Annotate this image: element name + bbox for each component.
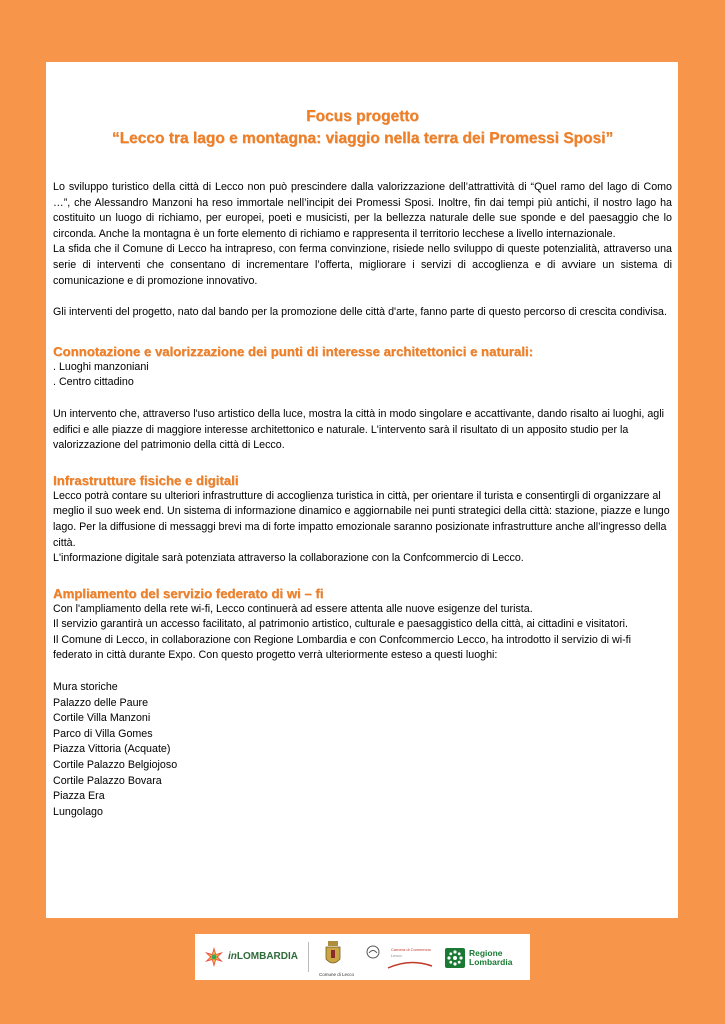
list-item: Cortile Palazzo Bovara: [53, 774, 162, 787]
section-heading-connotazione: Connotazione e valorizzazione dei punti di interesse architettonici e naturali:: [53, 343, 533, 359]
inlombardia-name: LOMBARDIA: [236, 951, 298, 962]
camera-label-line2: Lecco: [391, 953, 402, 958]
camera-label-line1: Camera di Commercio: [391, 947, 432, 952]
comune-di-lecco-logo: [319, 939, 355, 977]
regione-line2: Lombardia: [469, 957, 513, 967]
list-item: Cortile Villa Manzoni: [53, 712, 151, 725]
section3-body-3: Il Comune di Lecco, in collaborazione con Regione Lombardia e con Confcommercio Lecco, ha introdotto il servizio di wi-fi federato in città durante Expo. Con questo progetto verrà ulteriormente esteso a questi luoghi:: [53, 633, 632, 662]
camera-emblem-icon: [365, 945, 381, 959]
list-item: Cortile Palazzo Belgiojoso: [53, 759, 178, 772]
section1-body: Un intervento che, attraverso l'uso artistico della luce, mostra la città in modo singolare e accattivante, dando risalto ai luoghi, agli edifici e alle piazze di maggiore interesse architettonico e naturale. L'intervento sarà il risultato di un apposito studio per la valorizzazione del patrimonio della città di Lecco.: [53, 407, 664, 452]
logo-divider: [308, 942, 309, 972]
intro-paragraph-1: Lo sviluppo turistico della città di Lecco non può prescindere dalla valorizzazione dell’attrattività di “Quel ramo del lago di Como …”, che Alessandro Manzoni ha reso immortale nell’incipit dei Promessi Sposi. Inoltre, fin dai tempi più antichi, il nostro lago ha costituito un luogo di richiamo, per europei, poeti e musicisti, per la bellezza naturale delle sue sponde e del paesaggio che lo circonda. Anche la montagna è un forte elemento di richiamo e rappresenta il territorio lecchese a livello internazionale.: [53, 181, 672, 240]
camera-swoosh-icon: [387, 960, 433, 970]
list-item: Palazzo delle Paure: [53, 696, 149, 709]
sponsor-logo-bar: [195, 934, 530, 980]
camera-di-commercio-logo: [365, 943, 435, 973]
points-of-interest-list: [53, 360, 672, 391]
inlombardia-logo: [203, 946, 303, 970]
section3-body-1: Con l'ampliamento della rete wi-fi, Lecco continuerà ad essere attenta alle nuove esigenze del turista.: [53, 602, 533, 615]
document-title-line2: “Lecco tra lago e montagna: viaggio nella terra dei Promessi Sposi”: [111, 130, 614, 147]
document-page: [46, 62, 678, 918]
list-item: Piazza Era: [53, 790, 105, 803]
regione-lombardia-logo: [445, 946, 525, 970]
section-heading-infrastrutture: Infrastrutture fisiche e digitali: [53, 472, 239, 488]
list-item: Piazza Vittoria (Acquate): [53, 743, 171, 756]
list-item: . Centro cittadino: [53, 376, 134, 389]
intro-paragraph-2: La sfida che il Comune di Lecco ha intrapreso, con ferma convinzione, risiede nello sviluppo di queste potenzialità, attraverso una serie di interventi che consentano di incrementare l’offerta, migliorare i servizi di accoglienza e di avviare un sistema di comunicazione e di promozione innovativo.: [53, 243, 672, 287]
document-title-line1: Focus progetto: [306, 108, 419, 125]
list-item: Parco di Villa Gomes: [53, 727, 153, 740]
inlombardia-star-icon: [203, 946, 225, 968]
rosa-camuna-icon: [445, 948, 465, 968]
inlombardia-prefix: in: [228, 951, 237, 962]
comune-label: Comune di Lecco: [319, 972, 355, 977]
section3-body-2: Il servizio garantirà un accesso facilitato, al patrimonio artistico, culturale e paesaggistico della città, ai cittadini e visitatori.: [53, 618, 629, 631]
list-item: Mura storiche: [53, 681, 118, 694]
section2-body-1: Lecco potrà contare su ulteriori infrastrutture di accoglienza turistica in città, per orientare il turista e consentirgli di organizzare al meglio il suo week end. Un sistema di informazione dinamico e aggiornabile nei punti strategici della città: stazione, piazze e lungo lago. Per la diffusione di messaggi brevi ma di forte impatto emozionale saranno posizionate infrastrutture anche all’ingresso della città.: [53, 489, 670, 549]
crest-icon: [325, 941, 341, 967]
section2-body-2: L'informazione digitale sarà potenziata attraverso la collaborazione con la Confcommercio di Lecco.: [53, 552, 524, 565]
wifi-places-list: [53, 680, 672, 820]
list-item: Lungolago: [53, 805, 103, 818]
regione-line1: Regione: [469, 948, 503, 958]
intro-paragraph-3: Gli interventi del progetto, nato dal bando per la promozione delle città d'arte, fanno parte di questo percorso di crescita condivisa.: [53, 306, 667, 319]
section-heading-wifi: Ampliamento del servizio federato di wi – fi: [53, 585, 324, 601]
list-item: . Luoghi manzoniani: [53, 360, 149, 373]
